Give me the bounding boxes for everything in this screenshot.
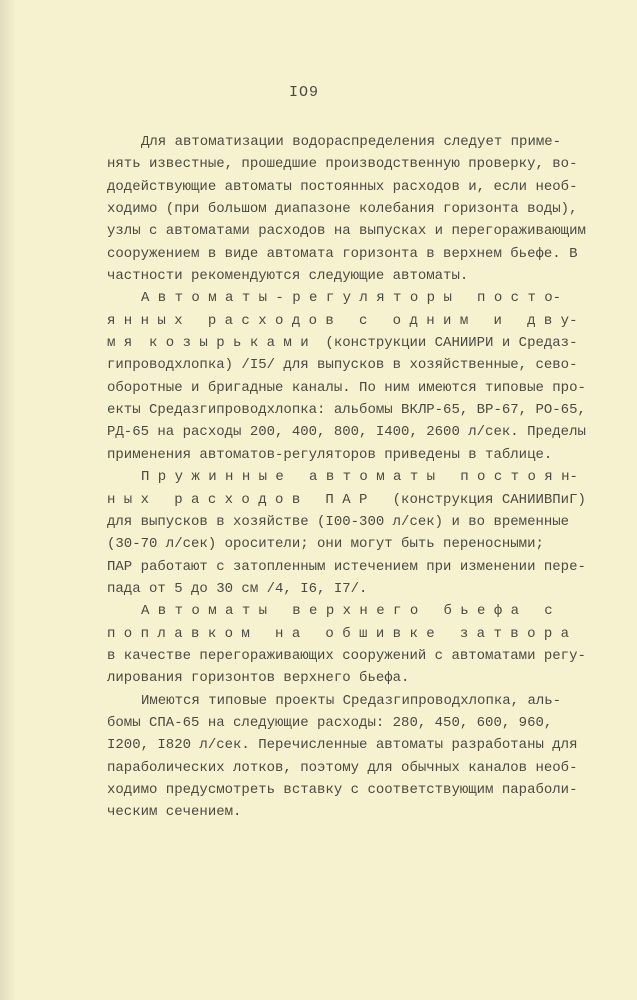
text-line: ческим сечением. [107,804,242,821]
text-line: гипроводхлопка) /I5/ для выпусков в хозяйственные, сево- [107,357,578,374]
text-line: А в т о м а т ы - р е г у л я т о р ы п о с т о- [141,290,562,307]
text-line: бомы СПА-65 на следующие расходы: 280, 450, 600, 960, [107,714,553,731]
text-line: пада от 5 до 30 см /4, I6, I7/. [107,580,368,597]
text-line: м я к о з ы р ь к а м и (конструкции САНИИРИ и Средаз- [107,335,578,352]
text-line: узлы с автоматами расходов на выпусках и перегораживающим [107,223,586,240]
page-edge [0,0,14,1000]
text-line: оборотные и бригадные каналы. По ним имеются типовые про- [107,379,586,396]
page-number: IO9 [289,84,320,101]
text-line: частности рекомендуются следующие автоматы. [107,268,469,285]
text-line: А в т о м а т ы в е р х н е г о б ь е ф а с [141,603,553,620]
text-line: лирования горизонтов верхнего бьефа. [107,670,410,687]
document-body [107,131,607,824]
text-line: параболических лотков, поэтому для обычных каналов необ- [107,759,578,776]
text-line: (30-70 л/сек) оросители; они могут быть переносными; [107,536,544,553]
text-line: сооружением в виде автомата горизонта в верхнем бьефе. В [107,245,578,262]
text-line: нять известные, прошедшие производственную проверку, во- [107,156,578,173]
text-line: екты Средазгипроводхлопка: альбомы ВКЛР-65, ВР-67, РО-65, [107,402,586,419]
text-line: в качестве перегораживающих сооружений с автоматами регу- [107,647,586,664]
text-line: применения автоматов-регуляторов приведены в таблице. [107,446,553,463]
text-line: П р у ж и н н ы е а в т о м а т ы п о с т о я н- [141,469,578,486]
text-line: додействующие автоматы постоянных расходов и, если необ- [107,178,578,195]
text-line: н ы х р а с х о д о в П А Р (конструкция САНИИВПиГ) [107,491,586,508]
text-line: я н н ы х р а с х о д о в с о д н и м и д в у- [107,312,578,329]
text-line: Имеются типовые проекты Средазгипроводхлопка, аль- [141,692,562,709]
text-line: Для автоматизации водораспределения следует приме- [141,134,562,150]
text-line: I200, I820 л/сек. Перечисленные автоматы разработаны для [107,737,578,754]
text-line: ходимо (при большом диапазоне колебания горизонта воды), [107,201,578,218]
text-line: для выпусков в хозяйстве (I00-300 л/сек) и во временные [107,513,570,530]
text-line: ПАР работают с затопленным истечением при изменении пере- [107,558,586,575]
text-line: РД-65 на расходы 200, 400, 800, I400, 2600 л/сек. Пределы [107,424,586,441]
text-line: п о п л а в к о м н а о б ш и в к е з а т в о р а [107,625,570,642]
text-line: ходимо предусмотреть вставку с соответствующим параболи- [107,781,578,798]
